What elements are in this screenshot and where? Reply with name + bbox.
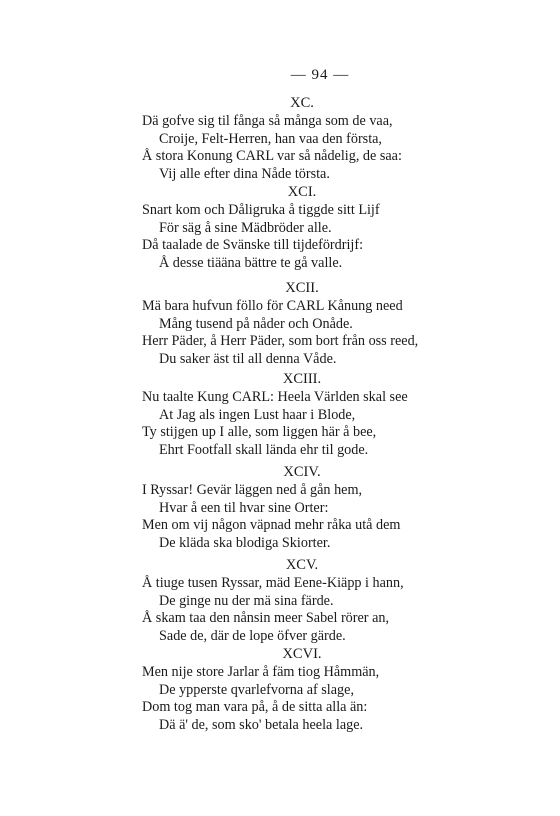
verse-line: Å desse tiääna bättre te gå valle. — [159, 254, 343, 271]
stanza-numeral: XCII. — [285, 280, 319, 296]
stanza-numeral: XCVI. — [282, 646, 322, 662]
verse-line: At Jag als ingen Lust haar i Blode, — [159, 406, 356, 423]
stanza-numeral: XC. — [290, 95, 314, 111]
verse-line: Snart kom och Dåligruka å tiggde sitt Lijf — [142, 202, 380, 218]
verse-line: Vij alle efter dina Nåde törsta. — [159, 165, 330, 182]
verse-line: Dä gofve sig til fånga så många som de vaa, — [142, 113, 393, 129]
stanza — [142, 94, 522, 183]
page-number: — 94 — — [290, 67, 350, 83]
verse-line: Å tiuge tusen Ryssar, mäd Eene-Kiäpp i hann, — [142, 575, 404, 591]
verse-line: De ypperste qvarlefvorna af slage, — [159, 681, 354, 698]
stanza-numeral: XCIII. — [282, 371, 322, 387]
verse-line: Mä bara hufvun föllo för CARL Kånung need — [142, 298, 403, 314]
stanza — [142, 279, 522, 368]
verse-line: Dom tog man vara på, å de sitta alla än: — [142, 699, 368, 715]
verse-line: För säg å sine Mädbröder alle. — [159, 219, 332, 236]
stanza — [142, 183, 522, 272]
verse-line: I Ryssar! Gevär läggen ned å gån hem, — [142, 482, 363, 498]
verse-line: Å stora Konung CARL var så nådelig, de saa: — [142, 148, 402, 164]
verse-line: Herr Päder, å Herr Päder, som bort från oss reed, — [142, 333, 419, 349]
verse-line: De kläda ska blodiga Skiorter. — [159, 534, 331, 551]
stanza — [142, 556, 522, 645]
verse-line: Nu taalte Kung CARL: Heela Världen skal see — [142, 389, 408, 405]
verse-line: Ehrt Footfall skall lända ehr til gode. — [159, 441, 369, 458]
verse-line: Då taalade de Svänske till tijdefördrijf: — [142, 237, 364, 253]
stanza — [142, 645, 522, 734]
stanza-numeral: XCIV. — [283, 464, 321, 480]
verse-line: De ginge nu der mä sina färde. — [159, 592, 334, 609]
verse-line: Croije, Felt-Herren, han vaa den första, — [159, 130, 382, 147]
stanza — [142, 463, 522, 552]
stanza — [142, 370, 522, 459]
stanza-numeral: XCI. — [287, 184, 317, 200]
verse-line: Å skam taa den nånsin meer Sabel rörer an, — [142, 610, 390, 626]
verse-line: Hvar å een til hvar sine Orter: — [159, 499, 329, 516]
verse-line: Mång tusend på nåder och Onåde. — [159, 315, 353, 332]
verse-line: Du saker äst til all denna Våde. — [159, 350, 337, 367]
verse-line: Ty stijgen up I alle, som liggen här å bee, — [142, 424, 377, 440]
verse-line: Sade de, där de lope öfver gärde. — [159, 627, 346, 644]
verse-line: Men om vij någon väpnad mehr råka utå dem — [142, 517, 401, 533]
verse-line: Men nije store Jarlar å fäm tiog Håmmän, — [142, 664, 380, 680]
verse-line: Dä ä' de, som sko' betala heela lage. — [159, 716, 364, 733]
stanza-numeral: XCV. — [285, 557, 319, 573]
